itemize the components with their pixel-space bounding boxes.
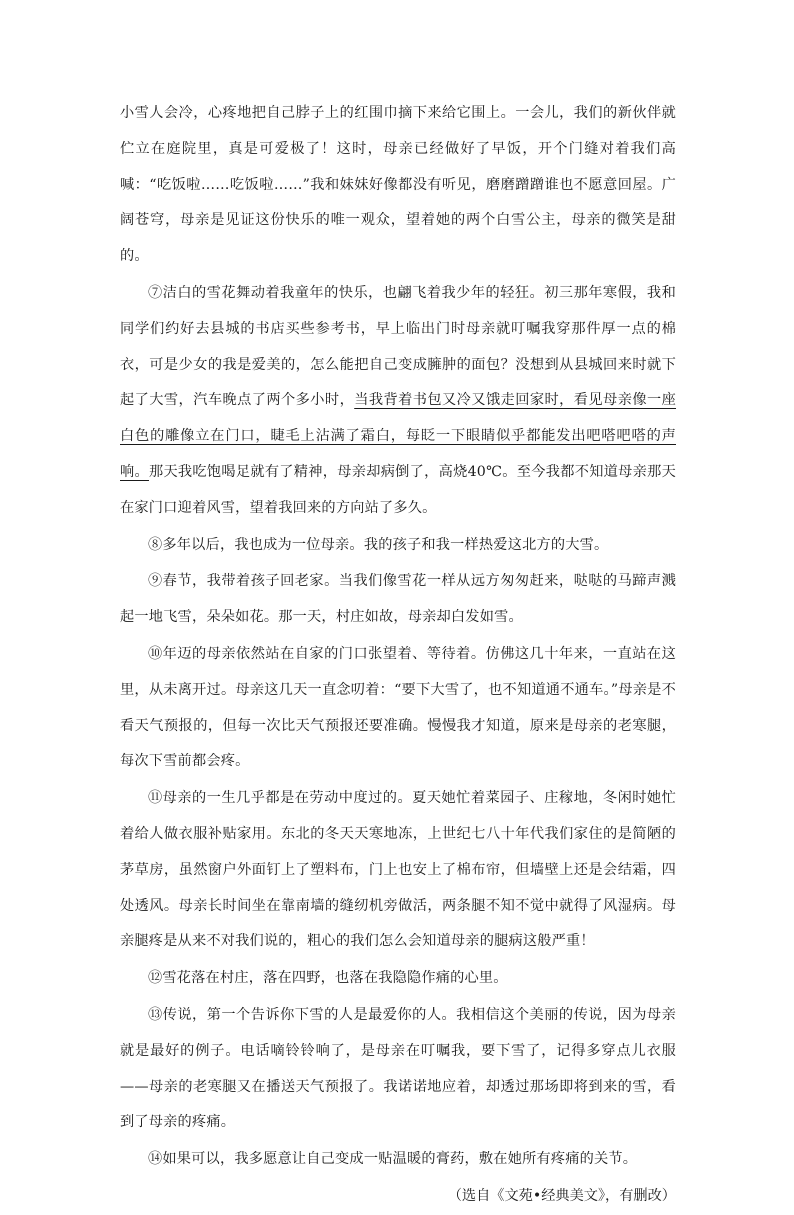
source-citation: （选自《文苑•经典美文》，有删改） [447, 1187, 676, 1204]
paragraph-12: ⑫雪花落在村庄，落在四野，也落在我隐隐作痛的心里。 [148, 970, 508, 987]
paragraph-8: ⑧多年以后，我也成为一位母亲。我的孩子和我一样热爱这北方的大雪。 [148, 536, 609, 553]
paragraph-7-underlined-sentence: 当我背着书包又冷又饿走回家时，看见母亲像一座白色的雕像立在门口，睫毛上沾满了霜白，每眨一下眼睛似乎都能发出吧嗒吧嗒的声响。 [120, 392, 677, 480]
article-body [120, 96, 676, 1215]
paragraph-13: ⑬传说，第一个告诉你下雪的人是最爱你的人。我相信这个美丽的传说，因为母亲就是最好的例子。电话嘀铃铃响了，是母亲在叮嘱我，要下雪了，记得多穿点儿衣服——母亲的老寒腿又在播送天气预报了。我诺诺地应着，却透过那场即将到来的雪，看到了母亲的疼痛。 [120, 1006, 676, 1131]
paragraph-6-continued: 小雪人会冷，心疼地把自己脖子上的红围巾摘下来给它围上。一会儿，我们的新伙伴就伫立在庭院里，真是可爱极了！这时，母亲已经做好了早饭，开个门缝对着我们高喊：“吃饭啦……吃饭啦……”我和妹妹好像都没有听见，磨磨蹭蹭谁也不愿意回屋。广阔苍穹，母亲是见证这份快乐的唯一观众，望着她的两个白雪公主，母亲的微笑是甜的。 [120, 105, 676, 265]
paragraph-9: ⑨春节，我带着孩子回老家。当我们像雪花一样从远方匆匆赶来，哒哒的马蹄声溅起一地飞雪，朵朵如花。那一天，村庄如故，母亲却白发如雪。 [120, 573, 676, 626]
paragraph-14: ⑭如果可以，我多愿意让自己变成一贴温暖的膏药，敷在她所有疼痛的关节。 [148, 1151, 638, 1168]
paragraph-10: ⑩年迈的母亲依然站在自家的门口张望着、等待着。仿佛这几十年来，一直站在这里，从未离开过。母亲这几天一直念叨着：“要下大雪了，也不知道通不通车。”母亲是不看天气预报的，但每一次比天气预报还要准确。慢慢我才知道，原来是母亲的老寒腿，每次下雪前都会疼。 [120, 645, 676, 770]
paragraph-7 [120, 276, 676, 527]
paragraph-7-text-before: ⑦洁白的雪花舞动着我童年的快乐，也翩飞着我少年的轻狂。初三那年寒假，我和同学们约好去县城的书店买些参考书，早上临出门时母亲就叮嘱我穿那件厚一点的棉衣，可是少女的我是爱美的，怎么能把自己变成臃肿的面包？没想到从县城回来时就下起了大雪，汽车晚点了两个多小时， [120, 284, 676, 409]
source-citation-row [120, 1179, 676, 1215]
paragraph-11: ⑪母亲的一生几乎都是在劳动中度过的。夏天她忙着菜园子、庄稼地，冬闲时她忙着给人做衣服补贴家用。东北的冬天天寒地冻，上世纪七八十年代我们家住的是简陋的茅草房，虽然窗户外面钉上了塑料布，门上也安上了棉布帘，但墙壁上还是会结霜，四处透风。母亲长时间坐在靠南墙的缝纫机旁做活，两条腿不知不觉中就得了风湿病。母亲腿疼是从来不对我们说的，粗心的我们怎么会知道母亲的腿病这般严重！ [120, 790, 676, 950]
paragraph-7-text-after: 那天我吃饱喝足就有了精神，母亲却病倒了，高烧40℃。至今我都不知道母亲那天在家门口迎着风雪，望着我回来的方向站了多久。 [120, 463, 676, 516]
